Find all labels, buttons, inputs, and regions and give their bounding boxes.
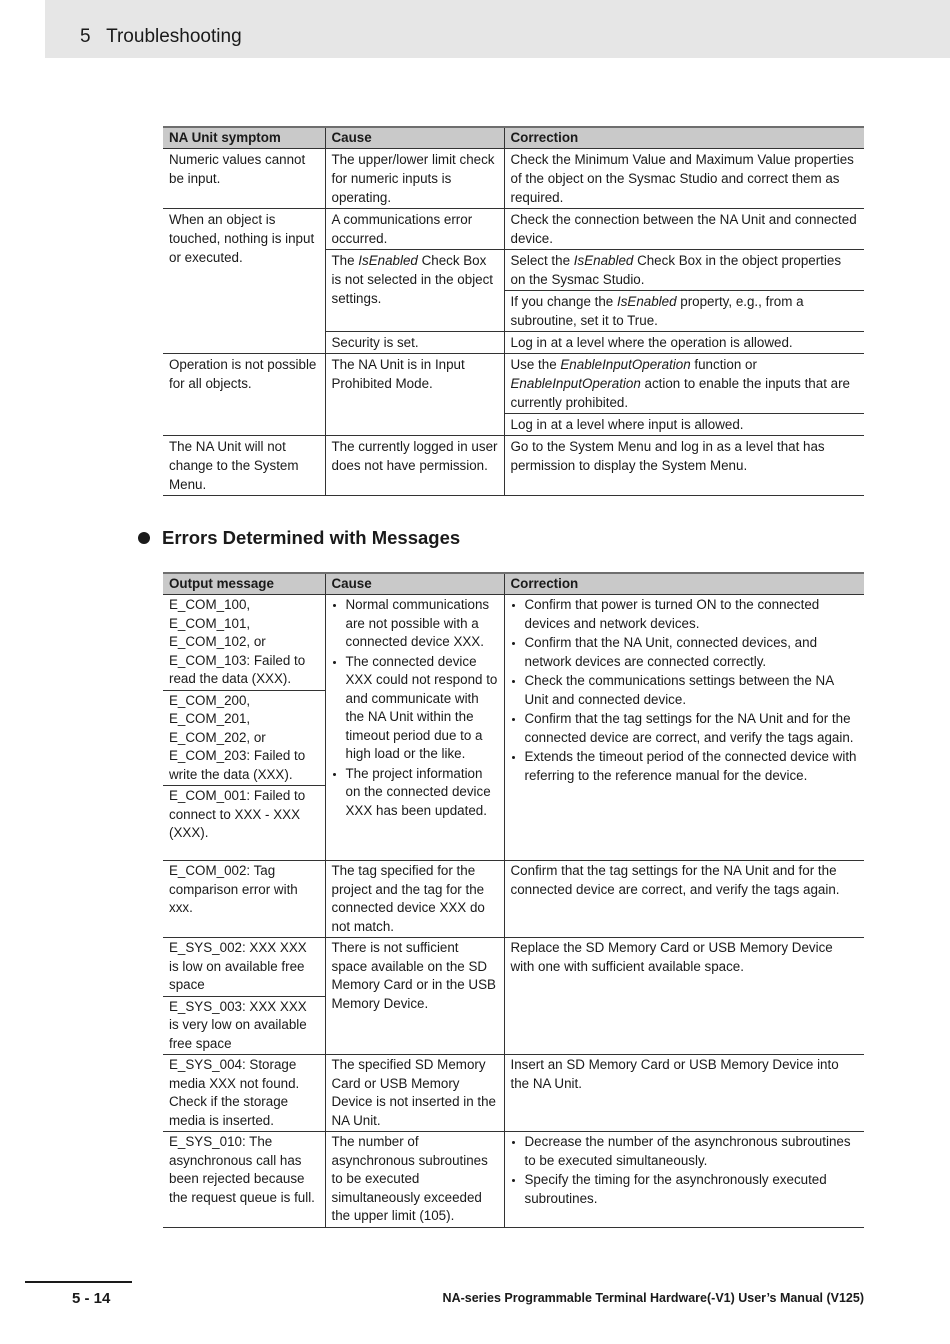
column-header: Cause (325, 127, 504, 149)
cause-cell: The number of asynchronous subroutines to be executed simultaneously exceeded the upper limit (105). (325, 1132, 504, 1228)
correction-cell: Check the Minimum Value and Maximum Value properties of the object on the Sysmac Studio and correct them as required. (504, 149, 864, 209)
table-row (163, 436, 864, 496)
correction-cell: Select the IsEnabled Check Box in the object properties on the Sysmac Studio. (504, 250, 864, 291)
table-header-row (163, 573, 864, 595)
message-cell: E_COM_200, E_COM_201, E_COM_202, or E_COM_203: Failed to write the data (XXX). (163, 690, 325, 786)
cause-list (332, 596, 498, 820)
table-row (163, 1055, 864, 1132)
message-cell: E_COM_100, E_COM_101, E_COM_102, or E_COM_103: Failed to read the data (XXX). (163, 595, 325, 691)
table-row (163, 1132, 864, 1228)
correction-list (511, 1133, 859, 1208)
symptom-cell: When an object is touched, nothing is input or executed. (163, 209, 325, 354)
cause-cell: A communications error occurred. (325, 209, 504, 250)
correction-list (511, 596, 859, 785)
table-row (163, 209, 864, 250)
column-header: Output message (163, 573, 325, 595)
table-row (163, 354, 864, 414)
message-cell: E_SYS_004: Storage media XXX not found. Check if the storage media is inserted. (163, 1055, 325, 1132)
column-header: Cause (325, 573, 504, 595)
list-item: • Decrease the number of the asynchronous subroutines to be executed simultaneously. (525, 1133, 859, 1170)
manual-title: NA-series Programmable Terminal Hardware(-V1) User’s Manual (V125) (442, 1291, 864, 1305)
page-header (80, 26, 242, 48)
correction-cell: Go to the System Menu and log in as a level that has permission to display the System Menu. (504, 436, 864, 496)
section-heading-text: Errors Determined with Messages (162, 527, 461, 548)
list-item: • Confirm that power is turned ON to the connected devices and network devices. (525, 596, 859, 633)
table-header-row (163, 127, 864, 149)
table-row (163, 595, 864, 691)
list-item: • Specify the timing for the asynchronously executed subroutines. (525, 1171, 859, 1208)
error-message-table (163, 572, 864, 1228)
page-number: 5 - 14 (72, 1290, 111, 1307)
correction-cell: Insert an SD Memory Card or USB Memory Device into the NA Unit. (504, 1055, 864, 1132)
cause-cell (325, 595, 504, 861)
cause-cell: The specified SD Memory Card or USB Memory Device is not inserted in the NA Unit. (325, 1055, 504, 1132)
correction-cell: Replace the SD Memory Card or USB Memory Device with one with sufficient available space. (504, 938, 864, 1055)
message-cell: E_SYS_010: The asynchronous call has been rejected because the request queue is full. (163, 1132, 325, 1228)
message-cell: E_SYS_003: XXX XXX is very low on available free space (163, 996, 325, 1055)
table-row (163, 861, 864, 938)
symptom-cell: Operation is not possible for all objects. (163, 354, 325, 436)
correction-cell (504, 595, 864, 861)
list-item: • Confirm that the NA Unit, connected devices, and network devices are connected correctly. (525, 634, 859, 671)
cause-cell: There is not sufficient space available on the SD Memory Card or in the USB Memory Device. (325, 938, 504, 1055)
message-cell: E_COM_002: Tag comparison error with xxx. (163, 861, 325, 938)
list-item: • Confirm that the tag settings for the NA Unit and for the connected device are correct, and verify the tags again. (525, 710, 859, 747)
list-item: • The project information on the connected device XXX has been updated. (346, 765, 498, 821)
cause-cell: The tag specified for the project and the tag for the connected device XXX do not match. (325, 861, 504, 938)
cause-cell: The currently logged in user does not have permission. (325, 436, 504, 496)
correction-cell (504, 1132, 864, 1228)
correction-cell: Log in at a level where input is allowed. (504, 414, 864, 436)
chapter-title: Troubleshooting (106, 26, 242, 47)
message-cell: E_COM_001: Failed to connect to XXX - XXX (XXX). (163, 786, 325, 861)
correction-cell: Check the connection between the NA Unit and connected device. (504, 209, 864, 250)
table-row (163, 149, 864, 209)
footer-rule (25, 1281, 132, 1283)
section-heading (138, 527, 460, 549)
symptom-table (163, 126, 864, 496)
cause-cell: The upper/lower limit check for numeric inputs is operating. (325, 149, 504, 209)
symptom-cell: Numeric values cannot be input. (163, 149, 325, 209)
column-header: Correction (504, 127, 864, 149)
list-item: • Check the communications settings between the NA Unit and connected device. (525, 672, 859, 709)
cause-cell: Security is set. (325, 332, 504, 354)
table-row (163, 938, 864, 997)
message-cell: E_SYS_002: XXX XXX is low on available free space (163, 938, 325, 997)
correction-cell: Log in at a level where the operation is allowed. (504, 332, 864, 354)
chapter-number: 5 (80, 26, 91, 47)
list-item: • The connected device XXX could not respond to and communicate with the NA Unit within the timeout period due to a high load or the like. (346, 653, 498, 764)
bullet-icon (138, 532, 150, 544)
list-item: • Extends the timeout period of the connected device with referring to the reference manual for the device. (525, 748, 859, 785)
column-header: NA Unit symptom (163, 127, 325, 149)
cause-cell: The IsEnabled Check Box is not selected in the object settings. (325, 250, 504, 332)
correction-cell: Use the EnableInputOperation function or EnableInputOperation action to enable the inputs that are currently prohibited. (504, 354, 864, 414)
correction-cell: Confirm that the tag settings for the NA Unit and for the connected device are correct, and verify the tags again. (504, 861, 864, 938)
correction-cell: If you change the IsEnabled property, e.g., from a subroutine, set it to True. (504, 291, 864, 332)
list-item: • Normal communications are not possible with a connected device XXX. (346, 596, 498, 652)
column-header: Correction (504, 573, 864, 595)
symptom-cell: The NA Unit will not change to the System Menu. (163, 436, 325, 496)
cause-cell: The NA Unit is in Input Prohibited Mode. (325, 354, 504, 436)
